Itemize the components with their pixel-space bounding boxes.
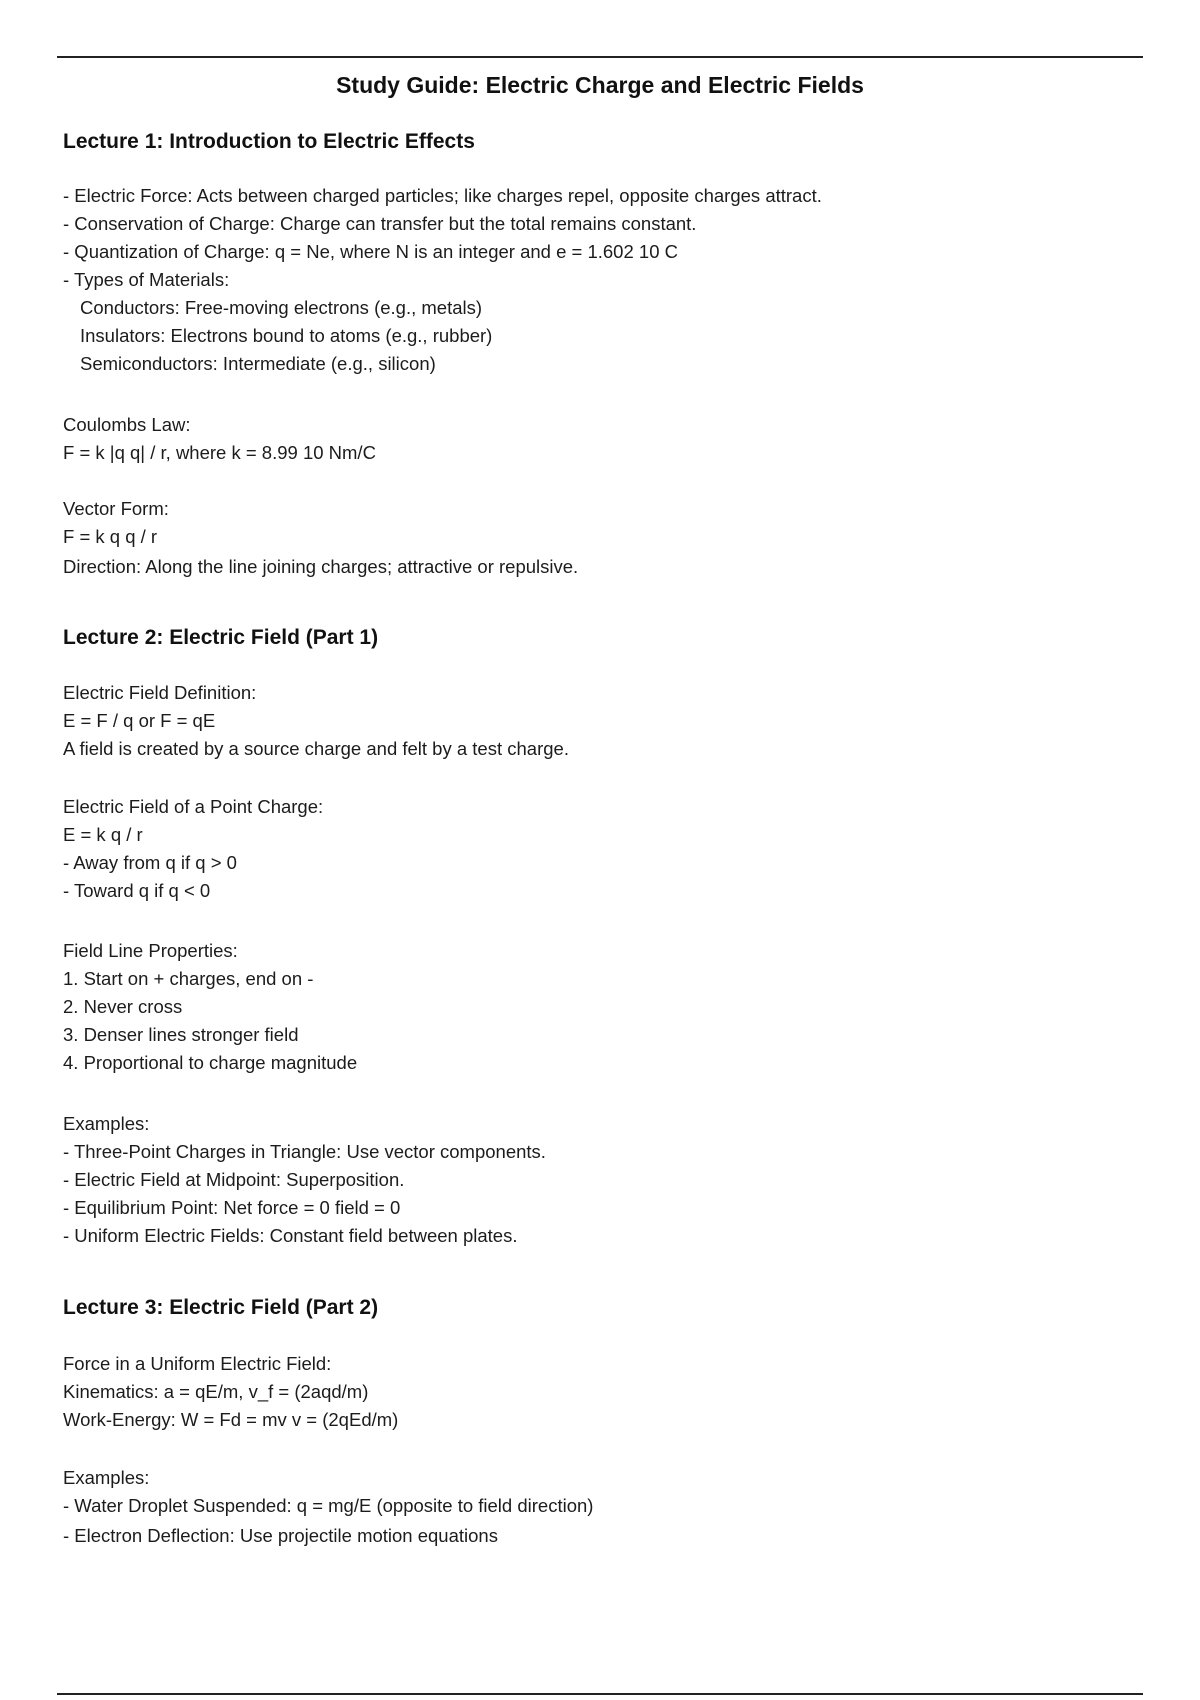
lecture-3-line-water-droplet: - Water Droplet Suspended: q = mg/E (opposite to field direction) (63, 1495, 594, 1516)
lecture-1-line-insulators: Insulators: Electrons bound to atoms (e.g., rubber) (80, 325, 493, 346)
lecture-2-line-point-charge-formula: E = k q / r (63, 824, 143, 845)
lecture-2-line-example-equilibrium: - Equilibrium Point: Net force = 0 field = 0 (63, 1197, 401, 1218)
lecture-2-line-field-line-properties: Field Line Properties: (63, 940, 238, 961)
lecture-3-line-kinematics: Kinematics: a = qE/m, v_f = (2aqd/m) (63, 1381, 369, 1402)
lecture-1-line-electric-force: - Electric Force: Acts between charged particles; like charges repel, opposite charges attract. (63, 185, 822, 206)
top-rule (57, 56, 1143, 58)
lecture-2-line-source-test-charge: A field is created by a source charge and felt by a test charge. (63, 738, 569, 759)
lecture-2-line-examples: Examples: (63, 1113, 150, 1134)
lecture-2-line-away: - Away from q if q > 0 (63, 852, 237, 873)
lecture-2-line-example-triangle: - Three-Point Charges in Triangle: Use vector components. (63, 1141, 546, 1162)
lecture-2-line-field-definition: Electric Field Definition: (63, 682, 257, 703)
lecture-2-line-field-formula: E = F / q or F = qE (63, 710, 216, 731)
lecture-2-line-example-midpoint: - Electric Field at Midpoint: Superposition. (63, 1169, 405, 1190)
lecture-1-line-vector-formula: F = k q q / r (63, 526, 158, 547)
lecture-3-line-electron-deflection: - Electron Deflection: Use projectile motion equations (63, 1525, 498, 1546)
lecture-1-line-conservation: - Conservation of Charge: Charge can transfer but the total remains constant. (63, 213, 697, 234)
lecture-1-line-vector-form: Vector Form: (63, 498, 169, 519)
lecture-3-line-work-energy: Work-Energy: W = Fd = mv v = (2qEd/m) (63, 1409, 399, 1430)
lecture-1-line-types-of-materials: - Types of Materials: (63, 269, 230, 290)
lecture-1-line-conductors: Conductors: Free-moving electrons (e.g., metals) (80, 297, 483, 318)
lecture-1-line-coulombs-formula: F = k |q q| / r, where k = 8.99 10 Nm/C (63, 442, 376, 463)
lecture-2-line-toward: - Toward q if q < 0 (63, 880, 211, 901)
document-title: Study Guide: Electric Charge and Electric Fields (336, 72, 864, 98)
lecture-3-heading: Lecture 3: Electric Field (Part 2) (63, 1296, 379, 1319)
lecture-1-line-semiconductors: Semiconductors: Intermediate (e.g., silicon) (80, 353, 436, 374)
bottom-rule (57, 1693, 1143, 1695)
lecture-2-line-property-3: 3. Denser lines stronger field (63, 1024, 299, 1045)
lecture-2-line-property-2: 2. Never cross (63, 996, 183, 1017)
lecture-2-line-property-1: 1. Start on + charges, end on - (63, 968, 314, 989)
lecture-1-line-direction: Direction: Along the line joining charges; attractive or repulsive. (63, 556, 579, 577)
lecture-1-line-coulombs-law: Coulombs Law: (63, 414, 191, 435)
lecture-3-line-force-uniform: Force in a Uniform Electric Field: (63, 1353, 332, 1374)
lecture-1-line-quantization: - Quantization of Charge: q = Ne, where N is an integer and e = 1.602 10 C (63, 241, 678, 262)
lecture-2-line-property-4: 4. Proportional to charge magnitude (63, 1052, 358, 1073)
lecture-2-heading: Lecture 2: Electric Field (Part 1) (63, 626, 379, 649)
lecture-3-line-examples: Examples: (63, 1467, 150, 1488)
lecture-1-heading: Lecture 1: Introduction to Electric Effects (63, 130, 475, 153)
lecture-2-line-point-charge: Electric Field of a Point Charge: (63, 796, 324, 817)
lecture-2-line-example-uniform: - Uniform Electric Fields: Constant field between plates. (63, 1225, 518, 1246)
